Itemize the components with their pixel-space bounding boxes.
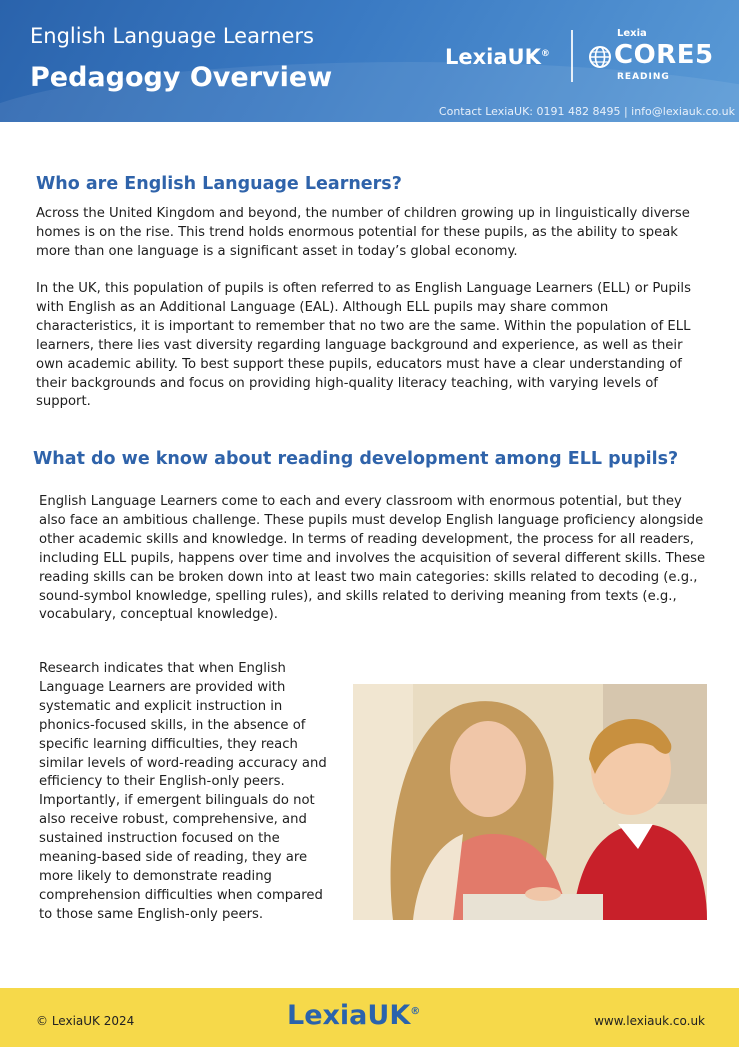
- section1-paragraph-2: In the UK, this population of pupils is often referred to as English Language Learners (ELL) or Pupils with English as an Additional Language (EAL). Although ELL pupils may share common characteristics, it is important to remember that no two are the same. Within the population of ELL learners, there lies vast diversity regarding language background and experience, as well as their own academic ability. To best support these pupils, educators must have a clear understanding of their backgrounds and focus on providing high-quality literacy teaching, with varying levels of support.: [36, 281, 691, 410]
- logo-divider: [571, 30, 573, 82]
- core5-logo-lexia: Lexia: [617, 28, 647, 39]
- header-title: Pedagogy Overview: [30, 62, 333, 93]
- section2-heading: What do we know about reading development among ELL pupils?: [33, 449, 679, 469]
- teacher-pupil-photo: [353, 684, 707, 920]
- footer-lexiauk-logo: [287, 1000, 420, 1031]
- section1-paragraph-1: Across the United Kingdom and beyond, the number of children growing up in linguistically diverse homes is on the rise. This trend holds enormous potential for these pupils, as the ability to speak more than one language is a significant asset in today’s global economy.: [36, 206, 690, 259]
- registered-mark: ®: [540, 49, 550, 59]
- footer-registered-mark: ®: [410, 1006, 421, 1017]
- footer-logo-text: LexiaUK: [287, 1000, 411, 1031]
- core5-logo-reading: READING: [617, 72, 670, 82]
- footer-copyright: © LexiaUK 2024: [36, 1014, 135, 1028]
- photo-illustration: [353, 684, 707, 920]
- core5-logo-text: CORE5: [614, 40, 714, 70]
- header-subtitle: English Language Learners: [30, 24, 315, 48]
- page-footer: [0, 988, 739, 1047]
- section2-paragraph-2: Research indicates that when English Language Learners are provided with systematic and explicit instruction in phonics-focused skills, in the absence of specific learning difficulties, they reach similar levels of word-reading accuracy and efficiency to their English-only peers. Importantly, if emergent bilinguals do not also receive robust, comprehensive, and sustained instruction focused on the meaning-based side of reading, they are more likely to demonstrate reading comprehension difficulties when compared to those same English-only peers.: [39, 661, 327, 922]
- lexiauk-logo: [445, 45, 550, 69]
- contact-info: Contact LexiaUK: 0191 482 8495 | info@lexiauk.co.uk: [438, 105, 735, 118]
- globe-icon: [588, 45, 612, 69]
- lexiauk-logo-text: LexiaUK: [445, 45, 541, 69]
- section1-heading: Who are English Language Learners?: [36, 174, 402, 194]
- section2-paragraph-1: English Language Learners come to each and every classroom with enormous potential, but they also face an ambitious challenge. These pupils must develop English language proficiency alongside other academic skills and knowledge. In terms of reading development, the process for all readers, including ELL pupils, happens over time and involves the acquisition of several different skills. These reading skills can be broken down into at least two main categories: skills related to decoding (e.g., sound-symbol knowledge, spelling rules), and skills related to deriving meaning from texts (e.g., vocabulary, conceptual knowledge).: [39, 494, 706, 623]
- footer-website-link[interactable]: www.lexiauk.co.uk: [594, 1014, 705, 1028]
- page-header: [0, 0, 739, 122]
